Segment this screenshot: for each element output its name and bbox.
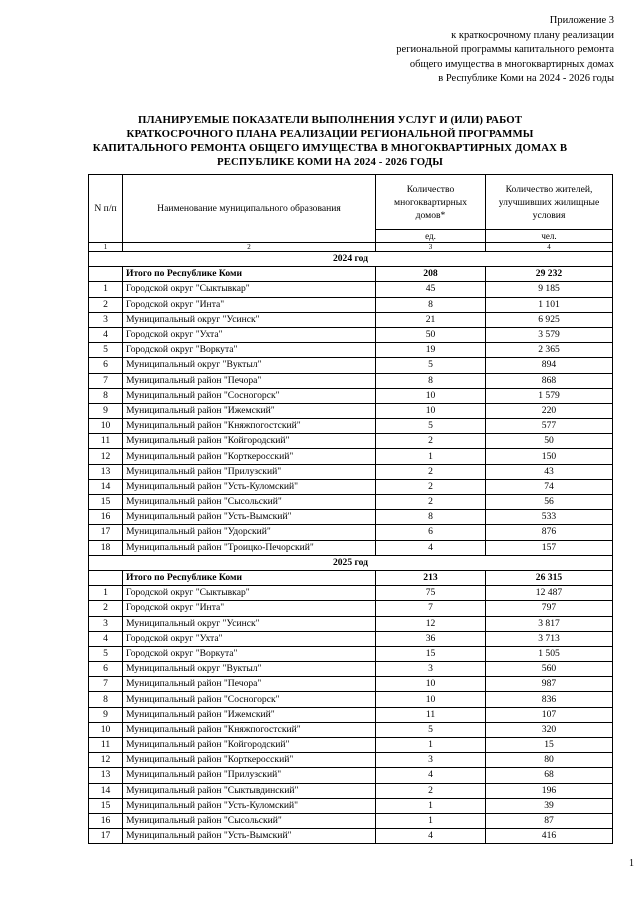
unit-houses: ед.: [376, 230, 486, 243]
row-number: 13: [89, 768, 123, 783]
table-row: [89, 768, 613, 783]
houses-count: 21: [376, 312, 486, 327]
municipality-name: Муниципальный район "Прилузский": [123, 768, 376, 783]
residents-count: 3 817: [486, 616, 613, 631]
houses-count: 6: [376, 525, 486, 540]
houses-count: 2: [376, 783, 486, 798]
row-number: 11: [89, 738, 123, 753]
municipality-name: Муниципальный округ "Вуктыл": [123, 662, 376, 677]
residents-count: 2 365: [486, 343, 613, 358]
year-row: [89, 555, 613, 570]
total-houses: 213: [376, 570, 486, 585]
residents-count: 577: [486, 419, 613, 434]
houses-count: 2: [376, 434, 486, 449]
row-number: 12: [89, 449, 123, 464]
municipality-name: Муниципальный район "Сысольский": [123, 495, 376, 510]
row-number: 17: [89, 829, 123, 844]
residents-count: 416: [486, 829, 613, 844]
residents-count: 876: [486, 525, 613, 540]
year-label: 2024 год: [89, 252, 613, 267]
header-residents: Количество жителей, улучшивших жилищные условия: [486, 175, 613, 230]
houses-count: 50: [376, 327, 486, 342]
total-label: Итого по Республике Коми: [123, 267, 376, 282]
houses-count: 5: [376, 419, 486, 434]
houses-count: 5: [376, 722, 486, 737]
appendix-line: региональной программы капитального ремонта: [396, 44, 614, 55]
residents-count: 80: [486, 753, 613, 768]
municipality-name: Городской округ "Инта": [123, 601, 376, 616]
row-number: 15: [89, 495, 123, 510]
table-row: [89, 631, 613, 646]
municipality-name: Муниципальный район "Усть-Куломский": [123, 479, 376, 494]
municipality-name: Городской округ "Ухта": [123, 327, 376, 342]
residents-count: 1 505: [486, 646, 613, 661]
column-number: 1: [89, 243, 123, 252]
row-number: 4: [89, 327, 123, 342]
residents-count: 15: [486, 738, 613, 753]
municipality-name: Муниципальный район "Печора": [123, 677, 376, 692]
header-num: N п/п: [89, 175, 123, 243]
row-number: 17: [89, 525, 123, 540]
residents-count: 836: [486, 692, 613, 707]
residents-count: 12 487: [486, 586, 613, 601]
appendix-line: к краткосрочному плану реализации: [451, 29, 614, 41]
houses-count: 11: [376, 707, 486, 722]
row-number: 5: [89, 646, 123, 661]
houses-count: 3: [376, 753, 486, 768]
residents-count: 3 579: [486, 327, 613, 342]
appendix-block: [396, 14, 614, 87]
table-row: [89, 434, 613, 449]
title-line: КАПИТАЛЬНОГО РЕМОНТА ОБЩЕГО ИМУЩЕСТВА В МНОГОКВАРТИРНЫХ ДОМАХ В: [92, 142, 568, 154]
residents-count: 797: [486, 601, 613, 616]
houses-count: 8: [376, 510, 486, 525]
houses-count: 1: [376, 798, 486, 813]
municipality-name: Муниципальный район "Ижемский": [123, 403, 376, 418]
houses-count: 2: [376, 479, 486, 494]
table-row: [89, 373, 613, 388]
houses-count: 36: [376, 631, 486, 646]
houses-count: 5: [376, 358, 486, 373]
table-row: [89, 388, 613, 403]
header-row: [89, 175, 613, 230]
residents-count: 533: [486, 510, 613, 525]
unit-residents: чел.: [486, 230, 613, 243]
table-row: [89, 419, 613, 434]
houses-count: 15: [376, 646, 486, 661]
municipality-name: Муниципальный район "Усть-Вымский": [123, 510, 376, 525]
municipality-name: Муниципальный район "Корткеросский": [123, 449, 376, 464]
houses-count: 12: [376, 616, 486, 631]
row-number: 12: [89, 753, 123, 768]
residents-count: 196: [486, 783, 613, 798]
municipality-name: Муниципальный район "Койгородский": [123, 434, 376, 449]
houses-count: 2: [376, 495, 486, 510]
houses-count: 4: [376, 829, 486, 844]
row-number: 2: [89, 601, 123, 616]
row-number: 7: [89, 677, 123, 692]
document-title: [60, 113, 600, 169]
row-number: 2: [89, 297, 123, 312]
row-number: 3: [89, 312, 123, 327]
municipality-name: Муниципальный район "Сосногорск": [123, 692, 376, 707]
appendix-line: в Республике Коми на 2024 - 2026 годы: [438, 73, 614, 84]
table-row: [89, 403, 613, 418]
table-row: [89, 586, 613, 601]
houses-count: 8: [376, 373, 486, 388]
column-number: 3: [376, 243, 486, 252]
houses-count: 3: [376, 662, 486, 677]
total-label: Итого по Республике Коми: [123, 570, 376, 585]
table-row: [89, 479, 613, 494]
table-row: [89, 662, 613, 677]
row-number: 14: [89, 783, 123, 798]
residents-count: 43: [486, 464, 613, 479]
table-row: [89, 753, 613, 768]
residents-count: 560: [486, 662, 613, 677]
row-number: 15: [89, 798, 123, 813]
column-numbers-row: [89, 243, 613, 252]
row-number: 1: [89, 282, 123, 297]
table-row: [89, 707, 613, 722]
table-row: [89, 783, 613, 798]
residents-count: 39: [486, 798, 613, 813]
municipality-name: Муниципальный район "Корткеросский": [123, 753, 376, 768]
row-number: 9: [89, 707, 123, 722]
row-number: 8: [89, 388, 123, 403]
table-row: [89, 358, 613, 373]
houses-count: 4: [376, 768, 486, 783]
total-houses: 208: [376, 267, 486, 282]
title-line: КРАТКОСРОЧНОГО ПЛАНА РЕАЛИЗАЦИИ РЕГИОНАЛЬНОЙ ПРОГРАММЫ: [126, 128, 534, 140]
residents-count: 1 101: [486, 297, 613, 312]
year-row: [89, 252, 613, 267]
municipality-name: Муниципальный район "Сосногорск": [123, 388, 376, 403]
residents-count: 50: [486, 434, 613, 449]
municipality-name: Городской округ "Ухта": [123, 631, 376, 646]
row-number: 18: [89, 540, 123, 555]
houses-count: 4: [376, 540, 486, 555]
municipality-name: Муниципальный район "Усть-Вымский": [123, 829, 376, 844]
total-row: [89, 267, 613, 282]
table-row: [89, 510, 613, 525]
row-number: 1: [89, 586, 123, 601]
column-number: 4: [486, 243, 613, 252]
row-number: 9: [89, 403, 123, 418]
residents-count: 87: [486, 813, 613, 828]
municipality-name: Городской округ "Воркута": [123, 646, 376, 661]
houses-count: 1: [376, 813, 486, 828]
table-row: [89, 525, 613, 540]
houses-count: 10: [376, 677, 486, 692]
residents-count: 894: [486, 358, 613, 373]
table-row: [89, 692, 613, 707]
table-row: [89, 343, 613, 358]
residents-count: 56: [486, 495, 613, 510]
municipality-name: Муниципальный район "Удорский": [123, 525, 376, 540]
municipality-name: Муниципальный округ "Усинск": [123, 616, 376, 631]
houses-count: 45: [376, 282, 486, 297]
total-row: [89, 570, 613, 585]
row-number: 6: [89, 358, 123, 373]
residents-count: 1 579: [486, 388, 613, 403]
municipality-name: Муниципальный район "Ижемский": [123, 707, 376, 722]
municipality-name: Муниципальный район "Сысольский": [123, 813, 376, 828]
row-number: 7: [89, 373, 123, 388]
indicators-table: [88, 174, 613, 844]
municipality-name: Муниципальный район "Княжпогостский": [123, 722, 376, 737]
houses-count: 8: [376, 297, 486, 312]
table-row: [89, 722, 613, 737]
table-row: [89, 677, 613, 692]
municipality-name: Муниципальный округ "Вуктыл": [123, 358, 376, 373]
residents-count: 150: [486, 449, 613, 464]
table-row: [89, 449, 613, 464]
row-number: 6: [89, 662, 123, 677]
municipality-name: Муниципальный район "Княжпогостский": [123, 419, 376, 434]
appendix-line: Приложение 3: [549, 15, 614, 26]
table-row: [89, 646, 613, 661]
title-line: РЕСПУБЛИКЕ КОМИ НА 2024 - 2026 ГОДЫ: [217, 156, 443, 168]
residents-count: 6 925: [486, 312, 613, 327]
table-row: [89, 829, 613, 844]
table-row: [89, 464, 613, 479]
row-number: 10: [89, 419, 123, 434]
header-houses: Количество многоквартирных домов*: [376, 175, 486, 230]
residents-count: 987: [486, 677, 613, 692]
row-number: 14: [89, 479, 123, 494]
row-number: 5: [89, 343, 123, 358]
table-row: [89, 495, 613, 510]
row-number: 13: [89, 464, 123, 479]
total-num: [89, 267, 123, 282]
table-row: [89, 312, 613, 327]
row-number: 10: [89, 722, 123, 737]
table-row: [89, 282, 613, 297]
residents-count: 74: [486, 479, 613, 494]
municipality-name: Городской округ "Сыктывкар": [123, 282, 376, 297]
row-number: 16: [89, 510, 123, 525]
year-label: 2025 год: [89, 555, 613, 570]
row-number: 16: [89, 813, 123, 828]
table-row: [89, 601, 613, 616]
table-row: [89, 798, 613, 813]
appendix-line: общего имущества в многоквартирных домах: [409, 58, 614, 70]
residents-count: 320: [486, 722, 613, 737]
municipality-name: Муниципальный район "Печора": [123, 373, 376, 388]
residents-count: 9 185: [486, 282, 613, 297]
municipality-name: Муниципальный район "Усть-Куломский": [123, 798, 376, 813]
houses-count: 19: [376, 343, 486, 358]
municipality-name: Городской округ "Сыктывкар": [123, 586, 376, 601]
houses-count: 7: [376, 601, 486, 616]
municipality-name: Муниципальный район "Троицко-Печорский": [123, 540, 376, 555]
municipality-name: Муниципальный район "Прилузский": [123, 464, 376, 479]
table-body: [89, 252, 613, 844]
table-row: [89, 738, 613, 753]
houses-count: 10: [376, 692, 486, 707]
total-residents: 29 232: [486, 267, 613, 282]
page-number: 1: [629, 858, 634, 869]
residents-count: 220: [486, 403, 613, 418]
municipality-name: Городской округ "Воркута": [123, 343, 376, 358]
row-number: 3: [89, 616, 123, 631]
houses-count: 75: [376, 586, 486, 601]
residents-count: 868: [486, 373, 613, 388]
row-number: 4: [89, 631, 123, 646]
column-number: 2: [123, 243, 376, 252]
houses-count: 10: [376, 403, 486, 418]
residents-count: 3 713: [486, 631, 613, 646]
residents-count: 157: [486, 540, 613, 555]
residents-count: 68: [486, 768, 613, 783]
table-row: [89, 540, 613, 555]
table-row: [89, 813, 613, 828]
table-row: [89, 327, 613, 342]
total-residents: 26 315: [486, 570, 613, 585]
houses-count: 2: [376, 464, 486, 479]
municipality-name: Муниципальный район "Сыктывдинский": [123, 783, 376, 798]
houses-count: 1: [376, 449, 486, 464]
row-number: 11: [89, 434, 123, 449]
municipality-name: Городской округ "Инта": [123, 297, 376, 312]
table-row: [89, 297, 613, 312]
total-num: [89, 570, 123, 585]
municipality-name: Муниципальный район "Койгородский": [123, 738, 376, 753]
row-number: 8: [89, 692, 123, 707]
municipality-name: Муниципальный округ "Усинск": [123, 312, 376, 327]
houses-count: 10: [376, 388, 486, 403]
header-name: Наименование муниципального образования: [123, 175, 376, 243]
title-line: ПЛАНИРУЕМЫЕ ПОКАЗАТЕЛИ ВЫПОЛНЕНИЯ УСЛУГ И (ИЛИ) РАБОТ: [137, 114, 523, 126]
houses-count: 1: [376, 738, 486, 753]
residents-count: 107: [486, 707, 613, 722]
table-row: [89, 616, 613, 631]
